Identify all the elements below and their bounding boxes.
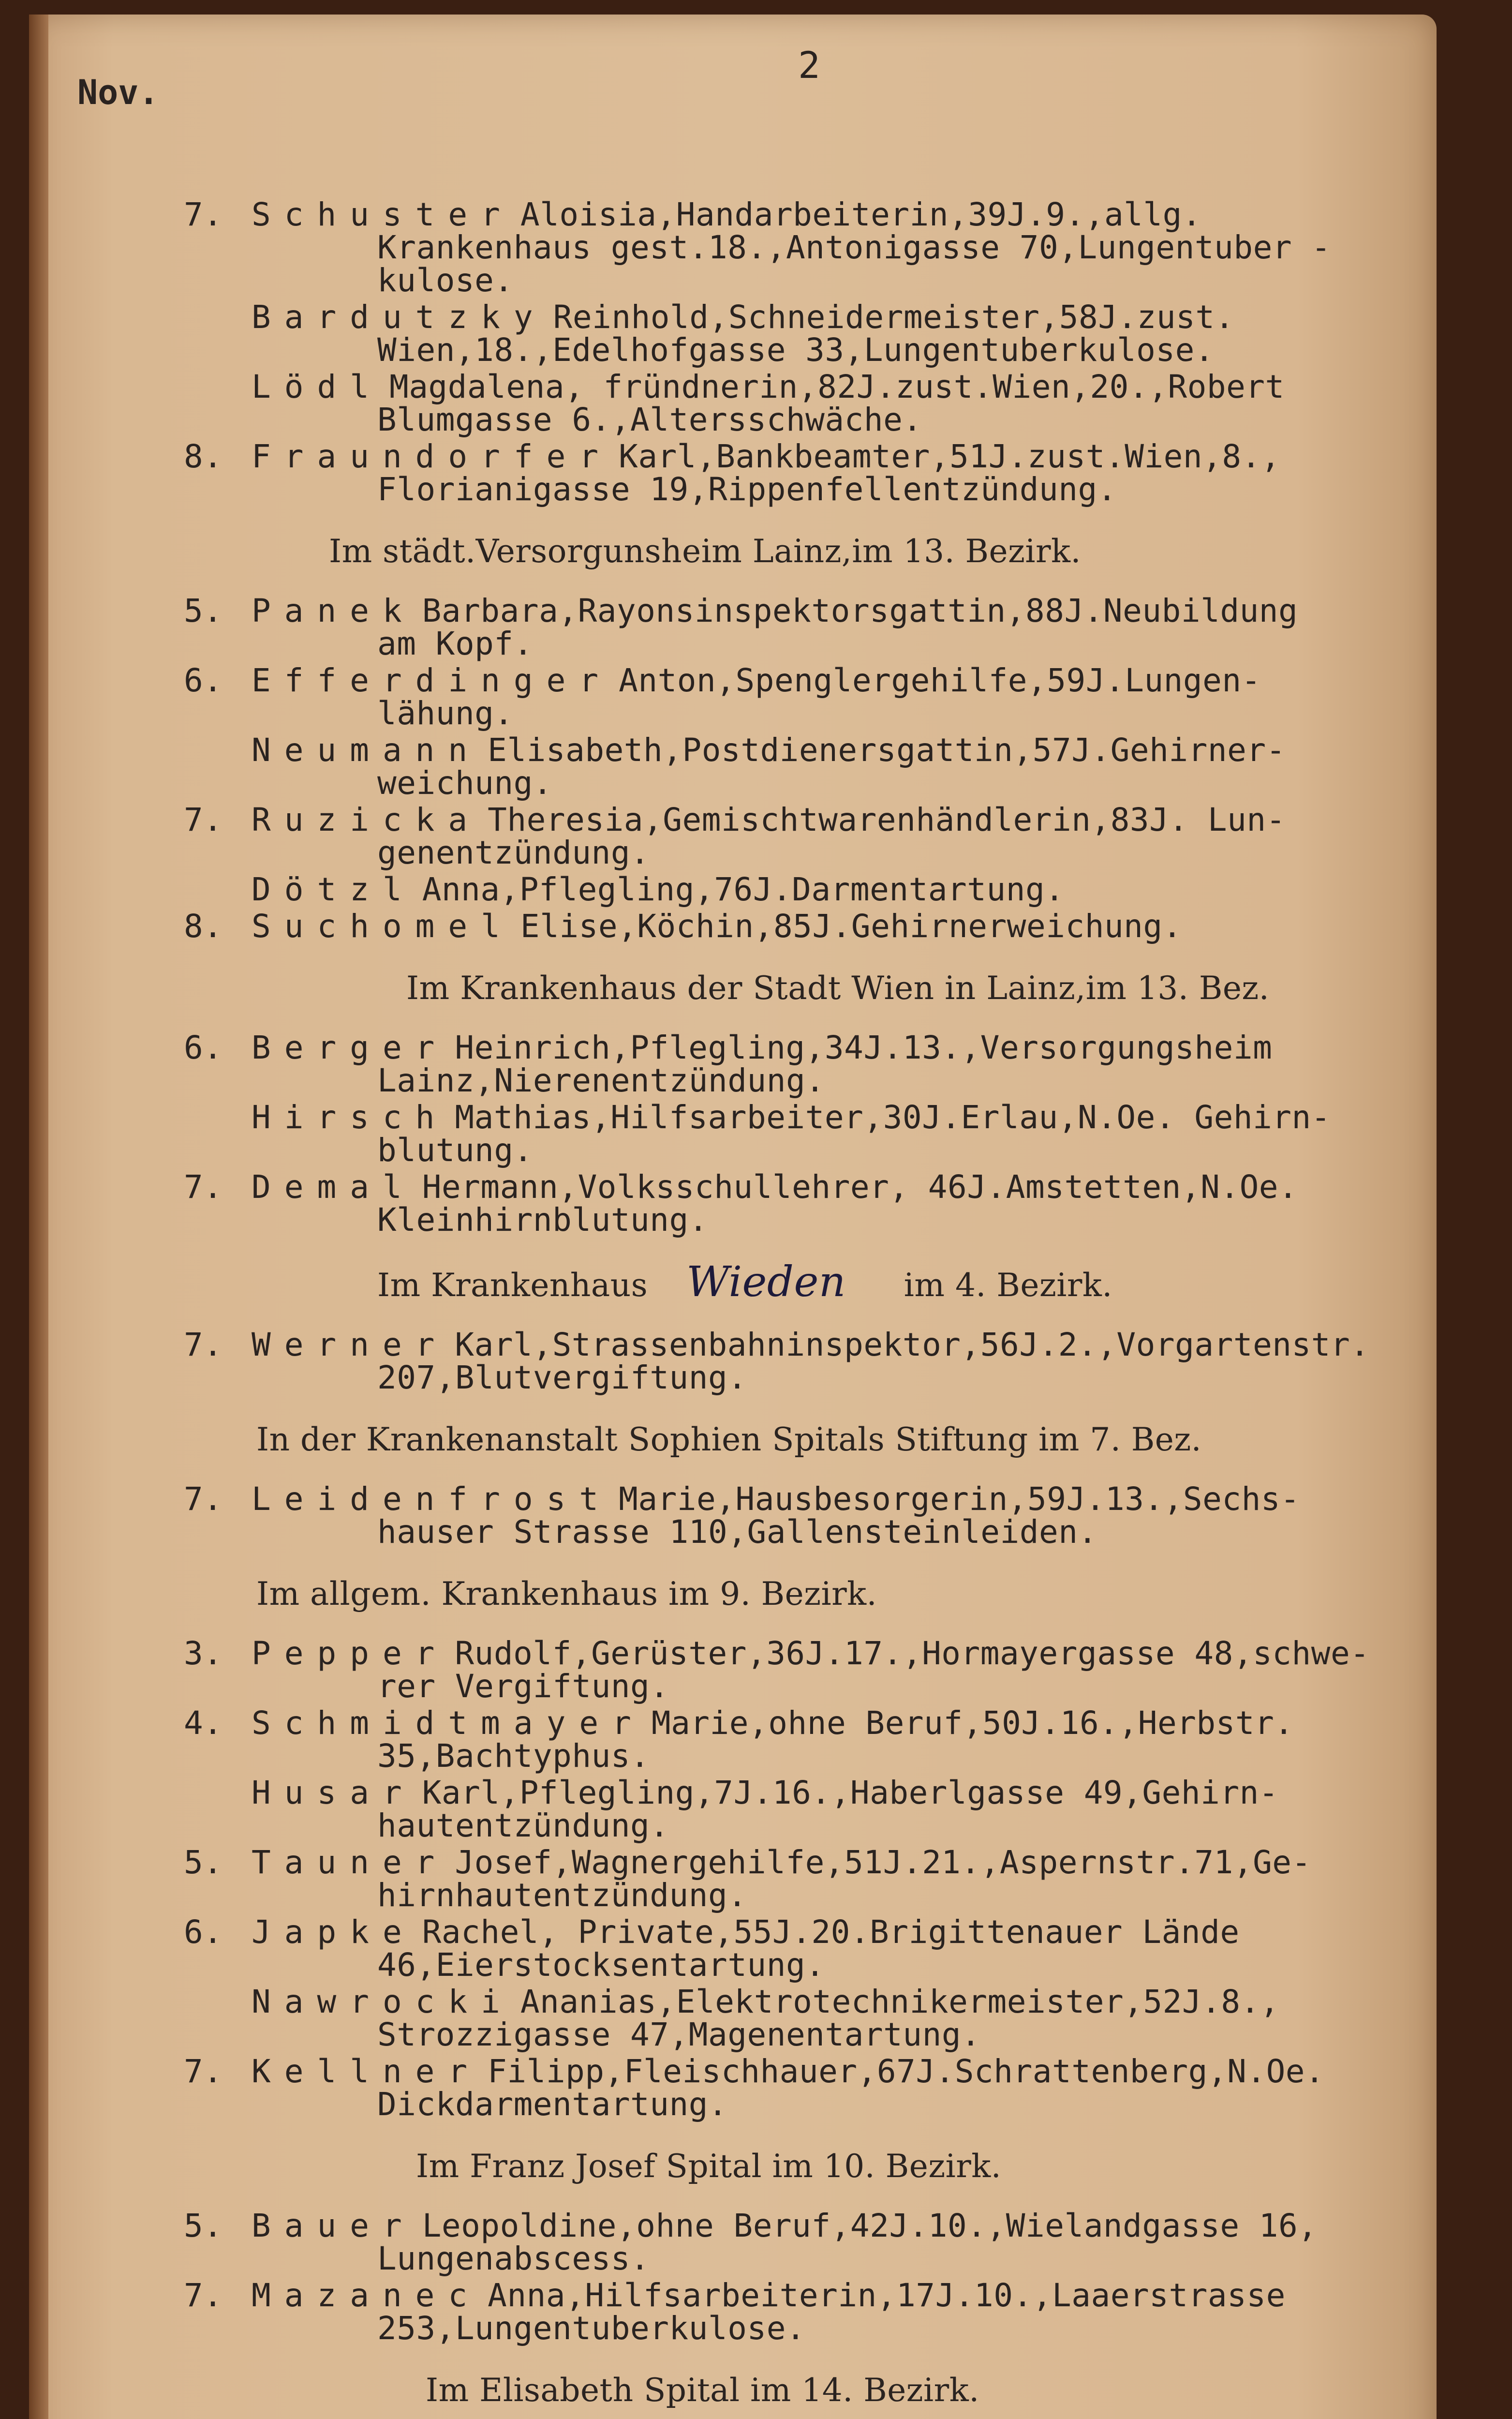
entry-continuation-line: Blumgasse 6.,Altersschwäche.	[377, 401, 922, 438]
section-heading	[135, 2150, 1441, 2183]
entry-continuation-line: Kleinhirnblutung.	[377, 1201, 709, 1239]
entry-surname: Panek	[252, 592, 415, 629]
entry-first-line	[252, 1704, 1441, 1742]
entry-first-line	[252, 198, 1441, 231]
entry-surname: Japke	[252, 1913, 415, 1951]
entry-first-line	[252, 910, 1441, 943]
entry-first-line	[252, 1326, 1441, 1363]
entry-details: Rudolf,Gerüster,36J.17.,Hormayergasse 48,schwe-	[455, 1635, 1370, 1672]
entry-continuation-line: Wien,18.,Edelhofgasse 33,Lungentuberkulose.	[377, 331, 1215, 369]
entry-continuation-line: Florianigasse 19,Rippenfellentzündung.	[377, 471, 1117, 508]
entry-surname: Lödl	[252, 368, 383, 405]
section-heading-text: Im Franz Josef Spital im 10. Bezirk.	[416, 2148, 1002, 2185]
entry-details: Karl,Pflegling,7J.16.,Haberlgasse 49,Gehirn-	[422, 1774, 1279, 1811]
entry-details: Marie,ohne Beruf,50J.16.,Herbstr.	[651, 1704, 1294, 1742]
register-entry	[135, 1480, 1441, 1551]
section-heading-text: Im städt.Versorgunsheim Lainz,im 13. Bezirk.	[329, 533, 1081, 570]
entry-first-line	[252, 1913, 1441, 1951]
entry-day: 7.	[184, 1326, 223, 1363]
entry-surname: Fraundorfer	[252, 438, 612, 475]
entry-details: Anton,Spenglergehilfe,59J.Lungen-	[619, 662, 1261, 699]
entry-details: Aloisia,Handarbeiterin,39J.9.,allg.	[520, 196, 1202, 233]
register-entry	[135, 2207, 1441, 2277]
register-entry	[135, 801, 1441, 871]
section-heading-text: Im Krankenhaus	[377, 1267, 648, 1304]
entry-first-line	[252, 873, 1441, 906]
entry-surname: Demal	[252, 1168, 415, 1206]
entry-first-line	[252, 1480, 1441, 1518]
entry-first-line	[252, 2055, 1441, 2088]
entry-first-line	[252, 1101, 1441, 1134]
handwritten-hospital-name: Wieden	[686, 1258, 846, 1306]
entry-continuation-line: hautentzündung.	[377, 1807, 669, 1844]
entry-surname: Tauner	[252, 1844, 448, 1881]
entry-details: Barbara,Rayonsinspektorsgattin,88J.Neubildung	[422, 592, 1298, 629]
entry-details: Filipp,Fleischhauer,67J.Schrattenberg,N.Oe.	[488, 2053, 1325, 2090]
entry-first-line	[252, 801, 1441, 838]
entry-continuation-line: 253,Lungentuberkulose.	[377, 2310, 806, 2347]
entry-surname: Leidenfrost	[252, 1480, 612, 1518]
entry-details: Magdalena, fründnerin,82J.zust.Wien,20.,Robert	[389, 368, 1285, 405]
register-entry	[135, 592, 1441, 662]
entry-surname: Ruzicka	[252, 801, 481, 838]
entry-details: Elisabeth,Postdienersgattin,57J.Gehirner-	[488, 732, 1286, 769]
section-heading	[135, 535, 1441, 568]
entry-surname: Nawrocki	[252, 1983, 514, 2020]
page-binding	[29, 15, 48, 2419]
entry-day: 6.	[184, 1029, 223, 1066]
entry-details: Anna,Pflegling,76J.Darmentartung.	[422, 871, 1065, 908]
entry-details: Leopoldine,ohne Beruf,42J.10.,Wielandgasse 16,	[422, 2207, 1318, 2244]
entry-day: 7.	[184, 1480, 223, 1518]
entry-surname: Pepper	[252, 1635, 448, 1672]
register-entry	[135, 1637, 1441, 1703]
entry-details: Mathias,Hilfsarbeiter,30J.Erlau,N.Oe. Gehirn-	[455, 1099, 1331, 1136]
entry-first-line	[252, 440, 1441, 473]
register-entry	[135, 1101, 1441, 1167]
section-heading	[135, 1575, 1441, 1613]
register-entry	[135, 2279, 1441, 2345]
section-heading-text: Im Krankenhaus der Stadt Wien in Lainz,im 13. Bez.	[406, 970, 1270, 1007]
section-heading-text: Im Elisabeth Spital im 14. Bezirk.	[426, 2372, 979, 2409]
entry-first-line	[252, 734, 1441, 767]
entry-continuation-line: kulose.	[377, 262, 514, 299]
entry-day: 6.	[184, 1913, 223, 1951]
entry-surname: Bauer	[252, 2207, 415, 2244]
entry-continuation-line: lähung.	[377, 695, 514, 732]
entry-first-line	[252, 2279, 1441, 2312]
entry-surname: Efferdinger	[252, 662, 612, 699]
entry-first-line	[252, 1846, 1441, 1879]
entry-continuation-line: 35,Bachtyphus.	[377, 1737, 650, 1775]
entry-continuation-line: genentzündung.	[377, 834, 650, 871]
entry-day: 4.	[184, 1704, 223, 1742]
register-entry	[135, 734, 1441, 800]
entry-continuation-line: rer Vergiftung.	[377, 1668, 669, 1705]
entry-day: 7.	[184, 1168, 223, 1206]
entry-continuation-line: Lainz,Nierenentzündung.	[377, 1062, 825, 1099]
entry-first-line	[252, 1637, 1441, 1670]
entry-continuation-line: Krankenhaus gest.18.,Antonigasse 70,Lungentuber -	[377, 229, 1331, 266]
register-entry	[135, 301, 1441, 367]
death-register	[135, 198, 1441, 2419]
entry-surname: Kellner	[252, 2053, 481, 2090]
section-heading	[135, 2374, 1441, 2407]
register-entry	[135, 1913, 1441, 1984]
entry-details: Rachel, Private,55J.20.Brigittenauer Lände	[422, 1913, 1240, 1951]
entry-day: 7.	[184, 801, 223, 838]
entry-first-line	[252, 2207, 1441, 2244]
entry-first-line	[252, 1168, 1441, 1206]
register-entry	[135, 368, 1441, 438]
entry-surname: Suchomel	[252, 908, 514, 945]
register-entry	[135, 1846, 1441, 1912]
page-number: 2	[798, 44, 820, 87]
register-entry	[135, 910, 1441, 943]
document-page	[29, 15, 1437, 2419]
entry-details: Ananias,Elektrotechnikermeister,52J.8.,	[520, 1983, 1280, 2020]
entry-continuation-line: weichung.	[377, 764, 553, 802]
entry-surname: Schmidtmayer	[252, 1704, 645, 1742]
entry-surname: Hirsch	[252, 1099, 448, 1136]
entry-continuation-line: 46,Eierstocksentartung.	[377, 1946, 825, 1984]
entry-first-line	[252, 1983, 1441, 2020]
entry-day: 8.	[184, 908, 223, 945]
register-entry	[135, 198, 1441, 297]
register-entry	[135, 1774, 1441, 1844]
entry-details: Elise,Köchin,85J.Gehirnerweichung.	[520, 908, 1182, 945]
entry-surname: Berger	[252, 1029, 448, 1066]
register-entry	[135, 1983, 1441, 2053]
register-entry	[135, 664, 1441, 730]
entry-first-line	[252, 592, 1441, 629]
entry-first-line	[252, 1774, 1441, 1811]
entry-continuation-line: 207,Blutvergiftung.	[377, 1359, 747, 1396]
entry-details: Karl,Strassenbahninspektor,56J.2.,Vorgartenstr.	[455, 1326, 1370, 1363]
entry-details: Marie,Hausbesorgerin,59J.13.,Sechs-	[619, 1480, 1300, 1518]
entry-day: 3.	[184, 1635, 223, 1672]
section-heading-text: Im allgem. Krankenhaus im 9. Bezirk.	[256, 1575, 877, 1613]
entry-day: 5.	[184, 1844, 223, 1881]
entry-surname: Mazanec	[252, 2277, 481, 2314]
entry-day: 6.	[184, 662, 223, 699]
entry-surname: Bardutzky	[252, 299, 547, 336]
entry-details: Reinhold,Schneidermeister,58J.zust.	[553, 299, 1234, 336]
register-entry	[135, 873, 1441, 906]
register-entry	[135, 440, 1441, 506]
entry-day: 7.	[184, 196, 223, 233]
entry-surname: Werner	[252, 1326, 448, 1363]
entry-details: Josef,Wagnergehilfe,51J.21.,Aspernstr.71,Ge-	[455, 1844, 1311, 1881]
entry-day: 7.	[184, 2053, 223, 2090]
entry-details: Karl,Bankbeamter,51J.zust.Wien,8.,	[619, 438, 1281, 475]
section-heading	[135, 972, 1441, 1005]
section-heading	[135, 1423, 1441, 1456]
entry-first-line	[252, 1031, 1441, 1064]
register-entry	[135, 1704, 1441, 1775]
entry-first-line	[252, 368, 1441, 405]
entry-day: 5.	[184, 2207, 223, 2244]
entry-continuation-line: Dickdarmentartung.	[377, 2086, 728, 2123]
month-label: Nov.	[77, 73, 159, 112]
register-entry	[135, 1031, 1441, 1097]
entry-first-line	[252, 301, 1441, 334]
section-heading-text: In der Krankenanstalt Sophien Spitals Stiftung im 7. Bez.	[256, 1421, 1202, 1458]
section-heading	[135, 1258, 1441, 1306]
entry-day: 7.	[184, 2277, 223, 2314]
entry-continuation-line: hauser Strasse 110,Gallensteinleiden.	[377, 1513, 1097, 1551]
entry-surname: Schuster	[252, 196, 514, 233]
entry-details: Theresia,Gemischtwarenhändlerin,83J. Lun-	[488, 801, 1286, 838]
entry-details: Hermann,Volksschullehrer, 46J.Amstetten,N.Oe.	[422, 1168, 1298, 1206]
entry-surname: Husar	[252, 1774, 415, 1811]
entry-details: Anna,Hilfsarbeiterin,17J.10.,Laaerstrasse	[488, 2277, 1286, 2314]
register-entry	[135, 1326, 1441, 1396]
register-entry	[135, 1168, 1441, 1239]
entry-continuation-line: blutung.	[377, 1132, 533, 1169]
entry-continuation-line: hirnhautentzündung.	[377, 1877, 747, 1914]
entry-continuation-line: am Kopf.	[377, 625, 533, 662]
entry-continuation-line: Lungenabscess.	[377, 2240, 650, 2277]
entry-surname: Neumann	[252, 732, 481, 769]
section-heading-suffix: im 4. Bezirk.	[904, 1267, 1112, 1304]
register-entry	[135, 2055, 1441, 2121]
entry-continuation-line: Strozzigasse 47,Magenentartung.	[377, 2016, 981, 2053]
entry-day: 8.	[184, 438, 223, 475]
entry-surname: Dötzl	[252, 871, 415, 908]
entry-day: 5.	[184, 592, 223, 629]
entry-first-line	[252, 664, 1441, 697]
entry-details: Heinrich,Pflegling,34J.13.,Versorgungsheim	[455, 1029, 1273, 1066]
